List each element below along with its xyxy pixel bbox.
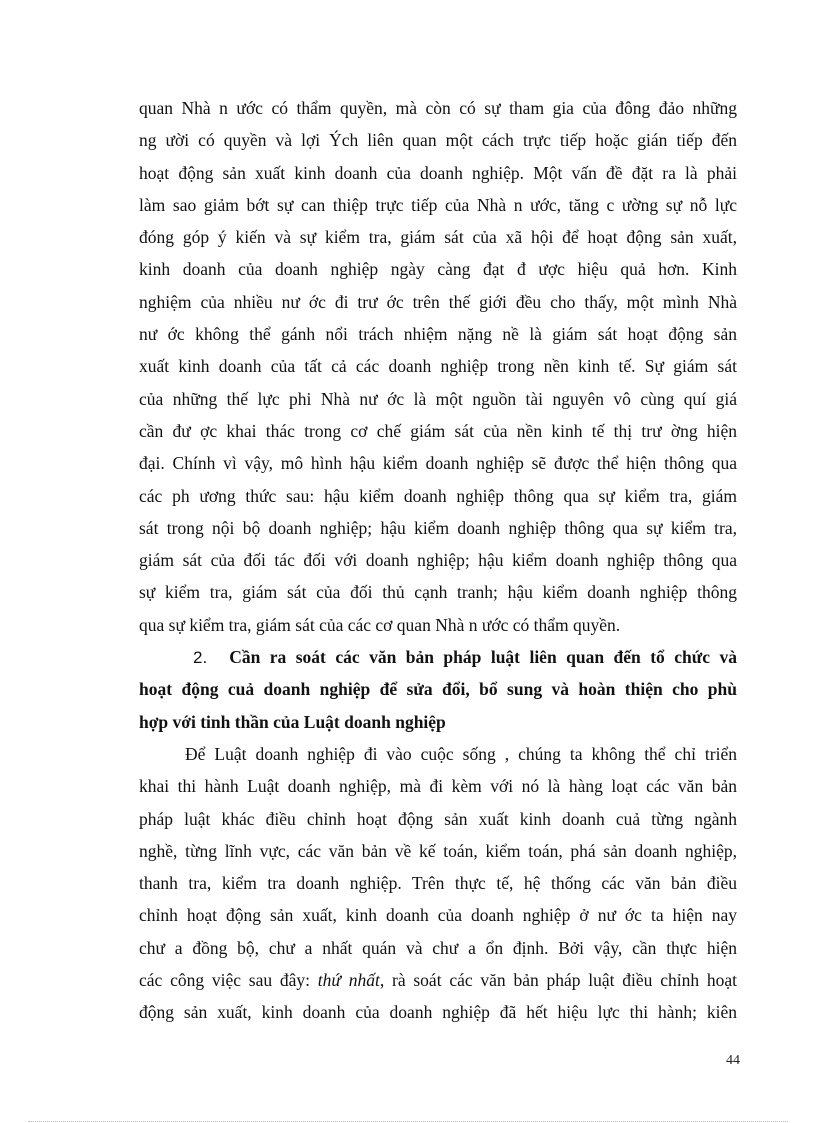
text-line: nư ớc không thể gánh nổi trách nhiệm nặng nề là giám sát hoạt động sản: [139, 324, 737, 345]
text-line: kinh doanh của doanh nghiệp ngày càng đạt đ ược hiệu quả hơn. Kinh: [139, 259, 737, 280]
text-line: sự kiểm tra, giám sát của đối thủ cạnh tranh; hậu kiểm doanh nghiệp thông: [139, 582, 737, 603]
text-line: chư a đồng bộ, chư a nhất quán và chư a ổn định. Bởi vậy, cần thực hiện: [139, 937, 737, 958]
text-span: , rà soát các văn bản pháp luật điều chỉnh hoạt: [379, 970, 737, 991]
body-text: [139, 92, 737, 1029]
text-line: giám sát của đối tác đối với doanh nghiệp; hậu kiểm doanh nghiệp thông qua: [139, 550, 737, 571]
text-line: chỉnh hoạt động sản xuất, kinh doanh của doanh nghiệp ở nư ớc ta hiện nay: [139, 905, 737, 926]
heading-number: 2.: [193, 648, 208, 668]
heading-text: Cần ra soát các văn bản pháp luật liên quan đến tổ chức và: [229, 647, 737, 668]
text-line: thanh tra, kiểm tra doanh nghiệp. Trên thực tế, hệ thống các văn bản điều: [139, 873, 737, 894]
heading-line: [139, 641, 737, 673]
text-line: của những thế lực phi Nhà nư ớc là một nguồn tài nguyên vô cùng quí giá: [139, 388, 737, 409]
text-line: cần đư ợc khai thác trong cơ chế giám sát của nền kinh tế thị trư ờng hiện: [139, 420, 737, 441]
text-line: nghề, từng lĩnh vực, các văn bản về kế toán, kiểm toán, phá sản doanh nghiệp,: [139, 840, 737, 861]
text-line: sát trong nội bộ doanh nghiệp; hậu kiểm doanh nghiệp thông qua sự kiểm tra,: [139, 517, 737, 538]
text-line: Để Luật doanh nghiệp đi vào cuộc sống , chúng ta không thể chỉ triển: [185, 743, 737, 764]
heading-line: hoạt động cuả doanh nghiệp để sửa đổi, bổ sung và hoàn thiện cho phù: [139, 679, 737, 700]
text-line: đại. Chính vì vậy, mô hình hậu kiểm doanh nghiệp sẽ được thể hiện thông qua: [139, 453, 737, 474]
paragraph-1: [139, 92, 737, 641]
page-number: 44: [726, 1053, 740, 1068]
text-line: nghiệm của nhiều nư ớc đi trư ớc trên thế giới đều cho thấy, một mình Nhà: [139, 291, 737, 312]
text-line: ng ười có quyền và lợi Ých liên quan một cách trực tiếp hoặc gián tiếp đến: [139, 130, 737, 151]
text-line: đóng góp ý kiến và sự kiểm tra, giám sát của xã hội để hoạt động sản xuất,: [139, 227, 737, 248]
section-heading: [139, 641, 737, 738]
text-line: qua sự kiểm tra, giám sát của các cơ quan Nhà n ước có thẩm quyền.: [139, 614, 621, 635]
italic-text: thứ nhất: [317, 970, 380, 991]
text-span: các công việc sau đây:: [139, 970, 318, 991]
text-line: các ph ương thức sau: hậu kiểm doanh nghiệp thông qua sự kiểm tra, giám: [139, 485, 737, 506]
paragraph-2: [139, 738, 737, 1029]
text-line: làm sao giảm bớt sự can thiệp trực tiếp của Nhà n ước, tăng c ường sự nỗ lực: [139, 194, 737, 215]
text-line: hoạt động sản xuất kinh doanh của doanh nghiệp. Một vấn đề đặt ra là phải: [139, 162, 737, 183]
heading-line: hợp với tinh thần của Luật doanh nghiệp: [139, 711, 446, 732]
page-divider: [28, 1121, 788, 1122]
text-line: quan Nhà n ước có thẩm quyền, mà còn có sự tham gia của đông đảo những: [139, 98, 737, 118]
text-line: khai thi hành Luật doanh nghiệp, mà đi kèm với nó là hàng loạt các văn bản: [139, 776, 737, 797]
text-line: xuất kinh doanh của tất cả các doanh nghiệp trong nền kinh tế. Sự giám sát: [139, 356, 737, 377]
text-line: động sản xuất, kinh doanh của doanh nghiệp đã hết hiệu lực thi hành; kiên: [139, 1002, 737, 1023]
text-line: [139, 964, 737, 996]
text-line: pháp luật khác điều chỉnh hoạt động sản xuất kinh doanh cuả từng ngành: [139, 808, 737, 829]
